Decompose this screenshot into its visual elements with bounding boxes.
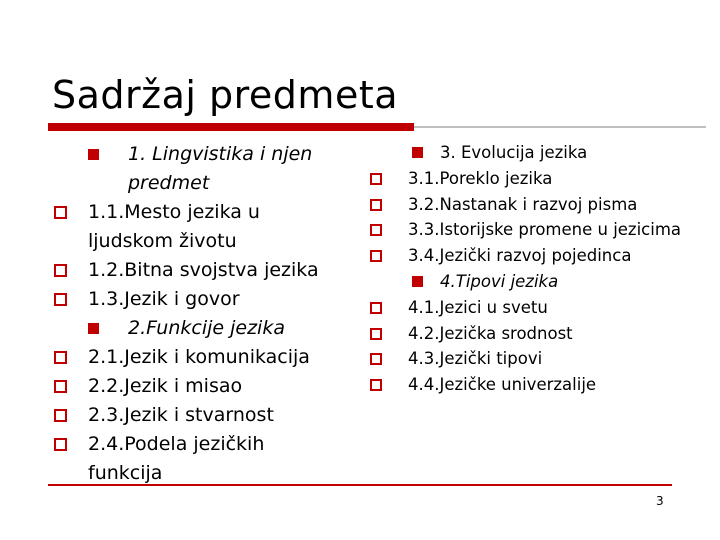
title-underline-rule <box>414 126 706 128</box>
topic-item-text: 3.4.Jezički razvoj pojedinca <box>408 246 632 266</box>
section-heading-text: 1. Lingvistika i njen predmet <box>128 143 313 194</box>
topic-item <box>368 192 688 218</box>
topic-item-text: 2.1.Jezik i komunikacija <box>88 346 310 368</box>
hollow-square-bullet-icon <box>54 438 67 451</box>
footer-rule <box>48 484 672 486</box>
topic-item-text: 3.1.Poreklo jezika <box>408 168 553 188</box>
section-heading <box>52 140 342 198</box>
topic-item <box>52 343 342 372</box>
filled-square-bullet-icon <box>412 147 423 158</box>
topic-item-text: 4.1.Jezici u svetu <box>408 297 548 317</box>
topic-item <box>368 321 688 347</box>
topic-item-text: 1.3.Jezik i govor <box>88 288 240 310</box>
topic-item-text: 2.2.Jezik i misao <box>88 375 243 397</box>
title-underline-accent <box>48 123 414 131</box>
topic-item-text: 4.4.Jezičke univerzalije <box>408 375 597 395</box>
hollow-square-bullet-icon <box>54 264 67 277</box>
hollow-square-bullet-icon <box>370 173 382 185</box>
hollow-square-bullet-icon <box>54 206 67 219</box>
hollow-square-bullet-icon <box>370 199 382 211</box>
topic-item-text: 1.2.Bitna svojstva jezika <box>88 259 319 281</box>
filled-square-bullet-icon <box>88 149 99 160</box>
hollow-square-bullet-icon <box>370 250 382 262</box>
topic-item <box>52 401 342 430</box>
slide-title: Sadržaj predmeta <box>52 73 399 117</box>
topic-item-text: 4.3.Jezički tipovi <box>408 349 543 369</box>
topic-item <box>52 372 342 401</box>
topic-item <box>368 295 688 321</box>
hollow-square-bullet-icon <box>54 351 67 364</box>
filled-square-bullet-icon <box>88 323 99 334</box>
section-heading <box>368 140 688 166</box>
hollow-square-bullet-icon <box>370 224 382 236</box>
hollow-square-bullet-icon <box>370 302 382 314</box>
right-topic-list <box>368 140 688 398</box>
hollow-square-bullet-icon <box>54 293 67 306</box>
page-number: 3 <box>656 494 664 508</box>
topic-item-text: 3.3.Istorijske promene u jezicima <box>408 220 682 240</box>
topic-item <box>52 285 342 314</box>
hollow-square-bullet-icon <box>370 353 382 365</box>
topic-item <box>52 256 342 285</box>
topic-item-text: 2.4.Podela jezičkih funkcija <box>88 433 265 484</box>
topic-item-text: 4.2.Jezička srodnost <box>408 323 573 343</box>
section-heading-text: 2.Funkcije jezika <box>128 317 285 339</box>
section-heading-text: 4.Tipovi jezika <box>440 271 559 291</box>
hollow-square-bullet-icon <box>54 409 67 422</box>
topic-item <box>368 346 688 372</box>
topic-item <box>368 166 688 192</box>
topic-item-text: 1.1.Mesto jezika u ljudskom životu <box>88 201 260 252</box>
left-topic-list <box>52 140 342 488</box>
topic-item <box>368 243 688 269</box>
section-heading <box>52 314 342 343</box>
topic-item-text: 2.3.Jezik i stvarnost <box>88 404 274 426</box>
hollow-square-bullet-icon <box>370 379 382 391</box>
topic-item <box>52 198 342 256</box>
topic-item <box>368 217 688 243</box>
topic-item <box>52 430 342 488</box>
section-heading-text: 3. Evolucija jezika <box>440 143 588 162</box>
section-heading <box>368 269 688 295</box>
hollow-square-bullet-icon <box>370 328 382 340</box>
filled-square-bullet-icon <box>412 276 423 287</box>
topic-item <box>368 372 688 398</box>
hollow-square-bullet-icon <box>54 380 67 393</box>
topic-item-text: 3.2.Nastanak i razvoj pisma <box>408 194 638 214</box>
